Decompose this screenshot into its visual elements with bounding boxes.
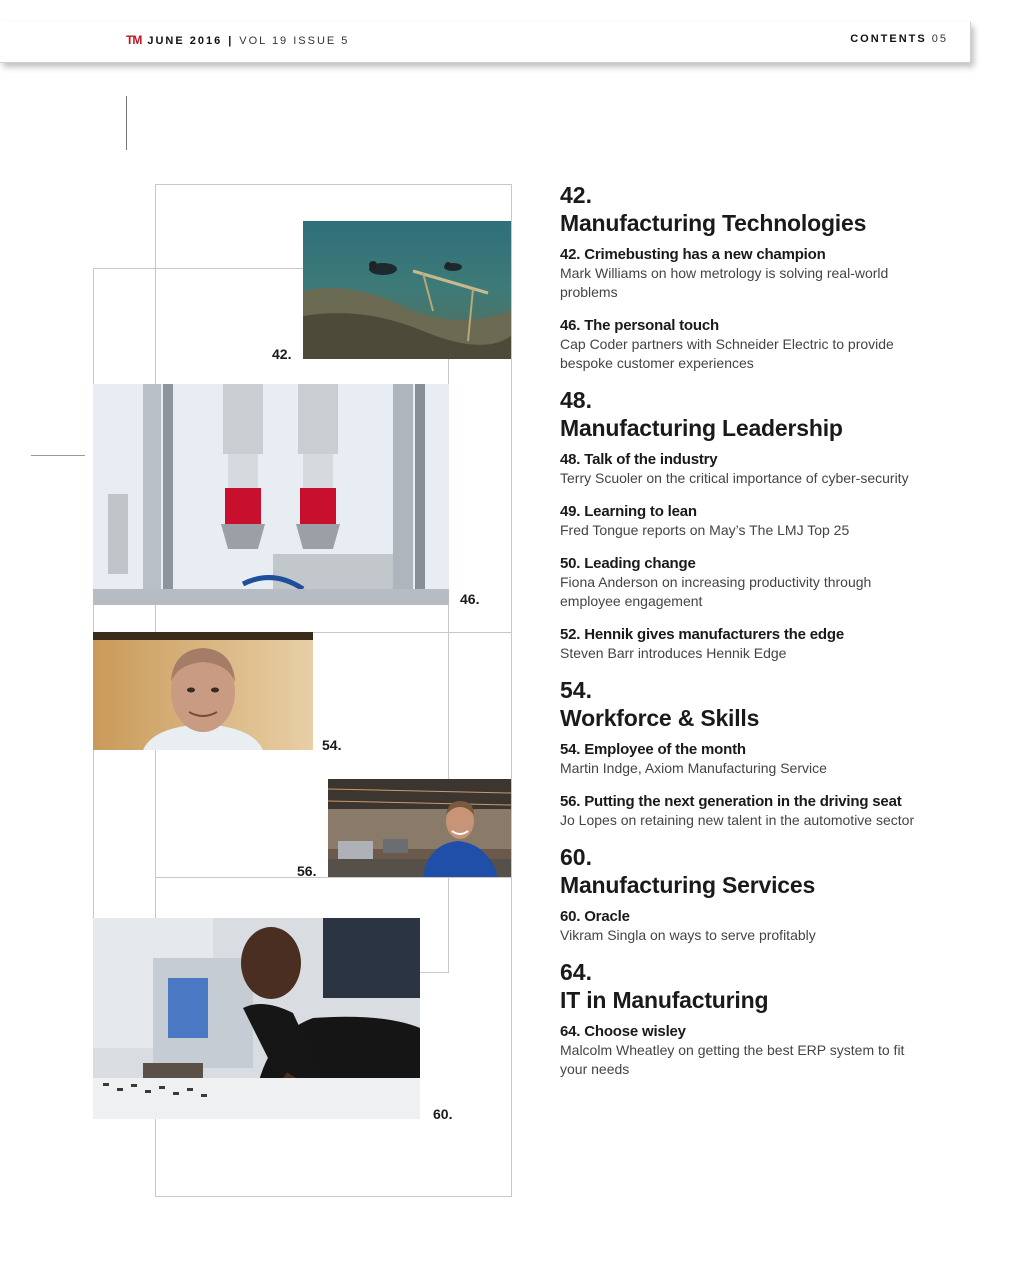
toc-item-title: 46. The personal touch: [560, 317, 719, 334]
toc-item[interactable]: [560, 502, 920, 540]
section-title: Manufacturing Leadership: [560, 415, 843, 441]
section-title: Workforce & Skills: [560, 705, 760, 731]
header-right: [850, 33, 948, 45]
section-title: IT in Manufacturing: [560, 987, 769, 1013]
photo-engineer-writing: [93, 918, 420, 1119]
toc-item[interactable]: [560, 554, 920, 611]
toc-item-title: 64. Choose wisley: [560, 1023, 686, 1040]
toc-item-description: Vikram Singla on ways to serve profitably: [560, 927, 816, 943]
photo-robotic-grippers: [93, 384, 449, 605]
section-manufacturing-technologies: [560, 182, 920, 373]
page-number: 05: [931, 33, 948, 45]
toc-item-description: Malcolm Wheatley on getting the best ERP system to fit your needs: [560, 1042, 905, 1077]
decorative-vertical-rule: [126, 96, 127, 150]
toc-item[interactable]: [560, 740, 920, 778]
toc-item-description: Fred Tongue reports on May’s The LMJ Top 25: [560, 522, 850, 538]
section-title: Manufacturing Technologies: [560, 210, 867, 236]
toc-item[interactable]: [560, 316, 920, 373]
toc-item-description: Martin Indge, Axiom Manufacturing Service: [560, 760, 827, 776]
section-it-in-manufacturing: [560, 959, 920, 1079]
decorative-horizontal-rule: [31, 455, 85, 456]
section-number: 54.: [560, 677, 592, 703]
photo-label-54: 54.: [322, 737, 342, 753]
issue-volume: VOL 19 ISSUE 5: [239, 35, 350, 47]
section-number: 42.: [560, 182, 592, 208]
toc-item-title: 50. Leading change: [560, 555, 696, 572]
toc-item[interactable]: [560, 450, 920, 488]
header-left: [126, 33, 349, 47]
table-of-contents: [560, 182, 920, 1093]
section-workforce-skills: [560, 677, 920, 830]
tm-logo: TM: [126, 33, 142, 47]
photo-portrait-man: [93, 632, 313, 750]
toc-item[interactable]: [560, 907, 920, 945]
section-manufacturing-services: [560, 844, 920, 945]
toc-item-description: Fiona Anderson on increasing productivity through employee engagement: [560, 574, 872, 609]
contents-label: CONTENTS: [850, 33, 927, 45]
section-number: 60.: [560, 844, 592, 870]
toc-item[interactable]: [560, 245, 920, 302]
toc-item-title: 56. Putting the next generation in the driving seat: [560, 793, 902, 810]
issue-date: JUNE 2016: [147, 35, 223, 47]
toc-item-title: 49. Learning to lean: [560, 503, 697, 520]
toc-item-description: Cap Coder partners with Schneider Electric to provide bespoke customer experiences: [560, 336, 894, 371]
toc-item-description: Jo Lopes on retaining new talent in the automotive sector: [560, 812, 915, 828]
toc-item[interactable]: [560, 1022, 920, 1079]
toc-item-description: Steven Barr introduces Hennik Edge: [560, 645, 787, 661]
toc-item-title: 42. Crimebusting has a new champion: [560, 246, 826, 263]
photo-label-46: 46.: [460, 591, 480, 607]
section-title: Manufacturing Services: [560, 872, 816, 898]
photo-label-60: 60.: [433, 1106, 453, 1122]
photo-underwater-divers: [303, 221, 511, 359]
photo-young-worker: [328, 779, 511, 877]
section-number: 48.: [560, 387, 592, 413]
toc-item[interactable]: [560, 792, 920, 830]
toc-item-title: 52. Hennik gives manufacturers the edge: [560, 626, 844, 643]
page-header: [0, 22, 971, 63]
header-separator: |: [228, 35, 234, 47]
toc-item-description: Terry Scuoler on the critical importance of cyber-security: [560, 470, 909, 486]
toc-item-description: Mark Williams on how metrology is solving real-world problems: [560, 265, 889, 300]
toc-item-title: 48. Talk of the industry: [560, 451, 718, 468]
toc-item-title: 54. Employee of the month: [560, 741, 746, 758]
toc-item-title: 60. Oracle: [560, 908, 630, 925]
photo-label-42: 42.: [272, 346, 292, 362]
section-manufacturing-leadership: [560, 387, 920, 663]
section-number: 64.: [560, 959, 592, 985]
photo-label-56: 56.: [297, 863, 317, 879]
toc-item[interactable]: [560, 625, 920, 663]
